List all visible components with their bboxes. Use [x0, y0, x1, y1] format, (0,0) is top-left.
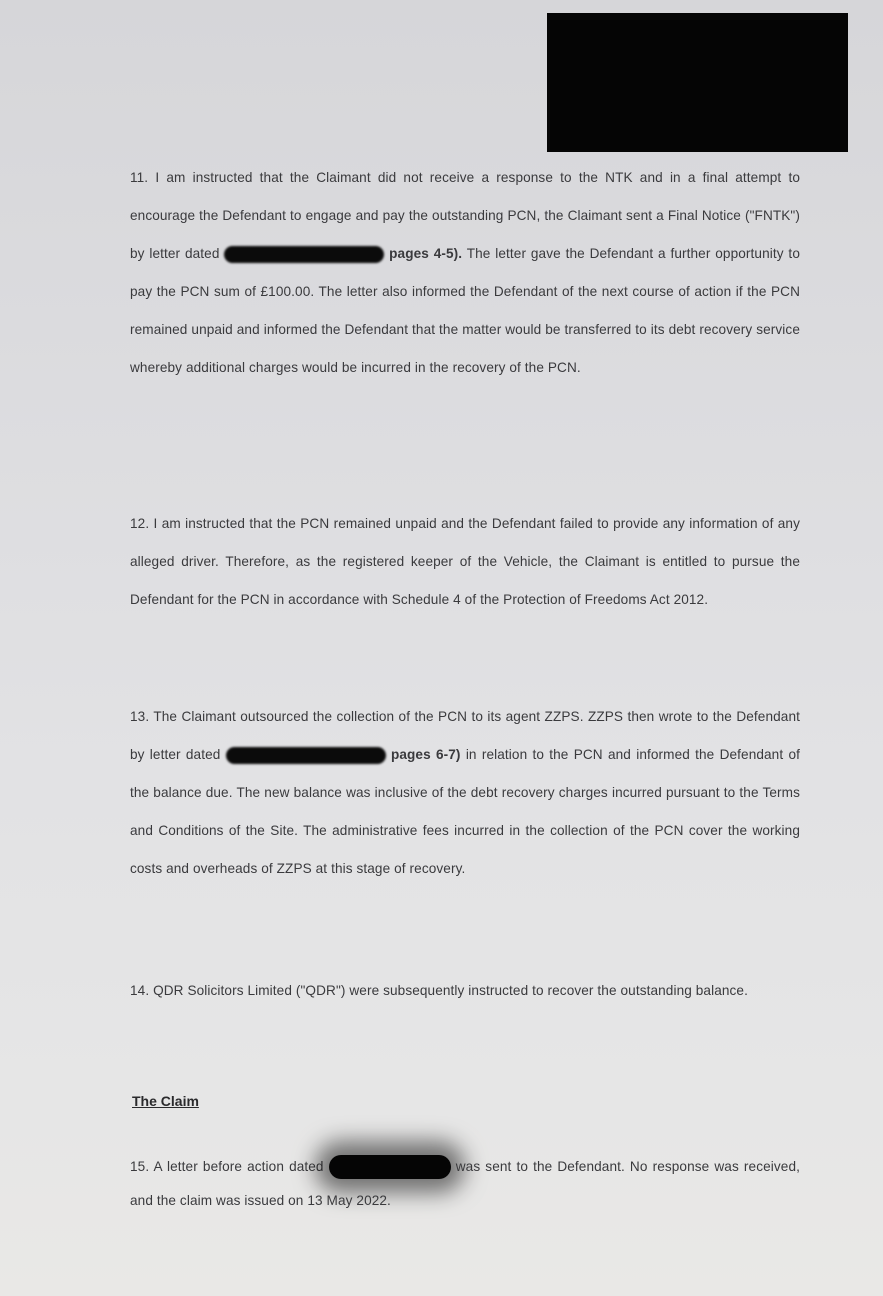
paragraph-14: 14. QDR Solicitors Limited ("QDR") were subsequently instructed to recover the outstanding balance.	[130, 983, 748, 998]
redaction-scribble	[224, 246, 384, 263]
redaction-blot	[329, 1155, 451, 1179]
paragraph-13-ref: pages 6-7)	[390, 747, 461, 762]
paragraph-15	[130, 1150, 800, 1218]
paragraph-13-text-rest: in relation to the PCN and informed the Defendant of the balance due. The new balance was inclusive of the debt recovery charges incurred pursuant to the Terms and Conditions of the Site. The administrative fees incurred in the collection of the PCN cover the working costs and overheads of ZZPS at this stage of recovery.	[130, 747, 801, 876]
paragraph-11	[130, 159, 800, 387]
section-heading: The Claim	[132, 1093, 199, 1109]
paragraph-12: 12. I am instructed that the PCN remained unpaid and the Defendant failed to provide any information of any alleged driver. Therefore, as the registered keeper of the Vehicle, the Claimant is entitled to pursue the Defendant for the PCN in accordance with Schedule 4 of the Protection of Freedoms Act 2012.	[130, 516, 800, 607]
paragraph-11-text: 11. I am instructed that the Claimant did not receive a response to the NTK and in a final attempt to encourage the Defendant to engage and pay the outstanding PCN, the Claimant sent a Final Notice ("FNTK") by letter dated	[130, 170, 800, 261]
paragraph-15-text: 15. A letter before action dated	[130, 1159, 324, 1174]
paragraph-11-ref: pages 4-5).	[389, 246, 463, 261]
paragraph-13	[130, 698, 800, 888]
paragraph-15-text-rest: was sent to the Defendant. No response was received, and the claim was issued on 13 May 2022.	[130, 1159, 800, 1208]
paragraph-13-text: 13. The Claimant outsourced the collection of the PCN to its agent ZZPS. ZZPS then wrote to the Defendant by letter dated	[130, 709, 800, 762]
redaction-block	[547, 13, 848, 152]
redaction-scribble	[226, 747, 386, 764]
paragraph-11-text-rest: The letter gave the Defendant a further opportunity to pay the PCN sum of £100.00. The letter also informed the Defendant of the next course of action if the PCN remained unpaid and informed the Defendant that the matter would be transferred to its debt recovery service whereby additional charges would be incurred in the recovery of the PCN.	[130, 246, 800, 375]
